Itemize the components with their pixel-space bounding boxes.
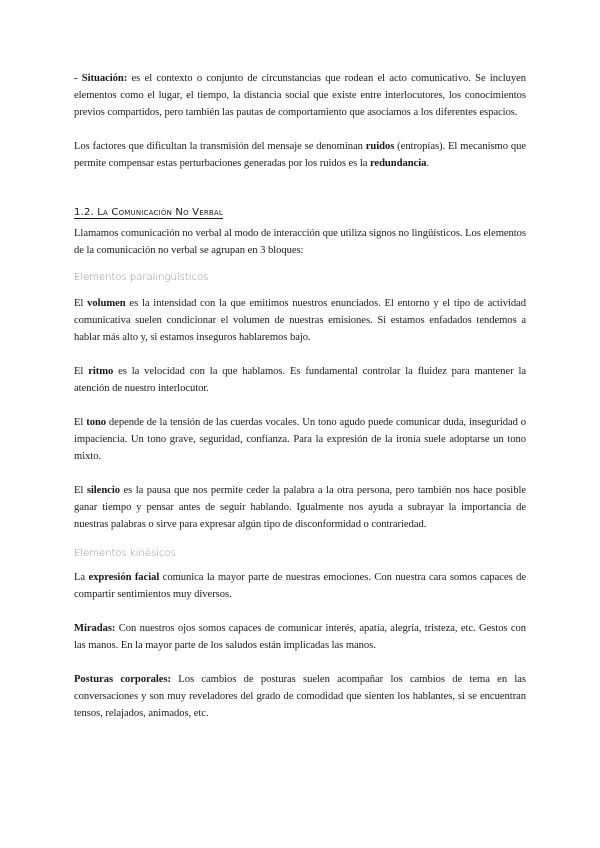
redundancia-term: redundancia bbox=[369, 158, 427, 169]
ritmo-term: ritmo bbox=[88, 366, 114, 377]
ruidos-term: ruidos bbox=[365, 141, 395, 152]
silencio-paragraph bbox=[74, 482, 526, 533]
tono-text-1: El bbox=[74, 417, 87, 428]
ruidos-text-1: Los factores que dificultan la transmisión del mensaje se denominan bbox=[74, 141, 366, 152]
miradas-term: Miradas: bbox=[74, 623, 116, 634]
section-title bbox=[74, 206, 526, 220]
section-title-text: 1.2. La Comunicación No Verbal bbox=[74, 207, 223, 218]
posturas-paragraph bbox=[74, 671, 526, 722]
expresion-paragraph bbox=[74, 569, 526, 603]
situacion-paragraph bbox=[74, 70, 526, 121]
ritmo-paragraph bbox=[74, 363, 526, 397]
ritmo-text-2: es la velocidad con la que hablamos. Es fundamental controlar la fluidez para mantener la atención de nuestro interlocutor. bbox=[74, 366, 526, 394]
kinesicos-heading: Elementos kinésicos bbox=[74, 548, 176, 559]
tono-term: tono bbox=[86, 417, 107, 428]
expresion-text-2: comunica la mayor parte de nuestras emociones. Con nuestra cara somos capaces de compartir sentimientos muy diversos. bbox=[74, 572, 527, 600]
silencio-text-1: El bbox=[74, 485, 87, 496]
volumen-paragraph bbox=[74, 295, 526, 346]
miradas-paragraph bbox=[74, 620, 526, 654]
posturas-term: Posturas corporales: bbox=[74, 674, 171, 685]
paralinguisticos-heading: Elementos paralingüísticos bbox=[74, 272, 209, 283]
silencio-term: silencio bbox=[86, 485, 120, 496]
silencio-text-2: es la pausa que nos permite ceder la palabra a la otra persona, pero también nos hace posible ganar tiempo y pensar antes de seguir hablando. Igualmente nos ayuda a subrayar la importancia de nuestras palabras o sirve para expresar algún tipo de disconformidad o contrariedad. bbox=[74, 485, 526, 530]
list-dash: - bbox=[74, 73, 82, 84]
situacion-text: es el contexto o conjunto de circunstancias que rodean el acto comunicativo. Se incluyen elementos como el lugar, el tiempo, la distancia social que existe entre interlocutores, los conocimientos previos compartidos, pero también las pautas de comportamiento que asociamos a los diferentes espacios. bbox=[74, 73, 526, 118]
ruidos-text-2: (entropías). El mecanismo que permite compensar estas perturbaciones generadas por los ruidos es la bbox=[74, 141, 526, 169]
ruidos-paragraph bbox=[74, 138, 526, 172]
situacion-term: Situación: bbox=[81, 73, 128, 84]
volumen-term: volumen bbox=[87, 298, 126, 309]
tono-paragraph bbox=[74, 414, 526, 465]
intro-paragraph: Llamamos comunicación no verbal al modo de interacción que utiliza signos no lingüísticos. Los elementos de la comunicación no verbal se agrupan en 3 bloques: bbox=[74, 228, 526, 256]
volumen-text-2: es la intensidad con la que emitimos nuestros enunciados. El entorno y el tipo de actividad comunicativa suelen condicionar el volumen de nuestras emisiones. Si estamos enfadados tendemos a hablar más alto y, si estamos inseguros hablaremos bajo. bbox=[74, 298, 526, 343]
miradas-text: Con nuestros ojos somos capaces de comunicar interés, apatía, alegría, tristeza, etc. Gestos con las manos. En la mayor parte de los saludos están implicadas las manos. bbox=[74, 623, 526, 651]
posturas-text: Los cambios de posturas suelen acompañar los cambios de tema en las conversaciones y son muy reveladores del grado de comodidad que sienten los hablantes, si se encuentran tensos, relajados, animados, etc. bbox=[74, 674, 527, 719]
ruidos-text-3: . bbox=[426, 158, 429, 169]
volumen-text-1: El bbox=[74, 298, 88, 309]
ritmo-text-1: El bbox=[74, 366, 89, 377]
expresion-term: expresión facial bbox=[88, 572, 160, 583]
expresion-text-1: La bbox=[74, 572, 89, 583]
tono-text-2: depende de la tensión de las cuerdas vocales. Un tono agudo puede comunicar duda, inseguridad o impaciencia. Un tono grave, seguridad, confianza. Para la expresión de la ironía suele adoptarse un tono mixto. bbox=[74, 417, 526, 462]
